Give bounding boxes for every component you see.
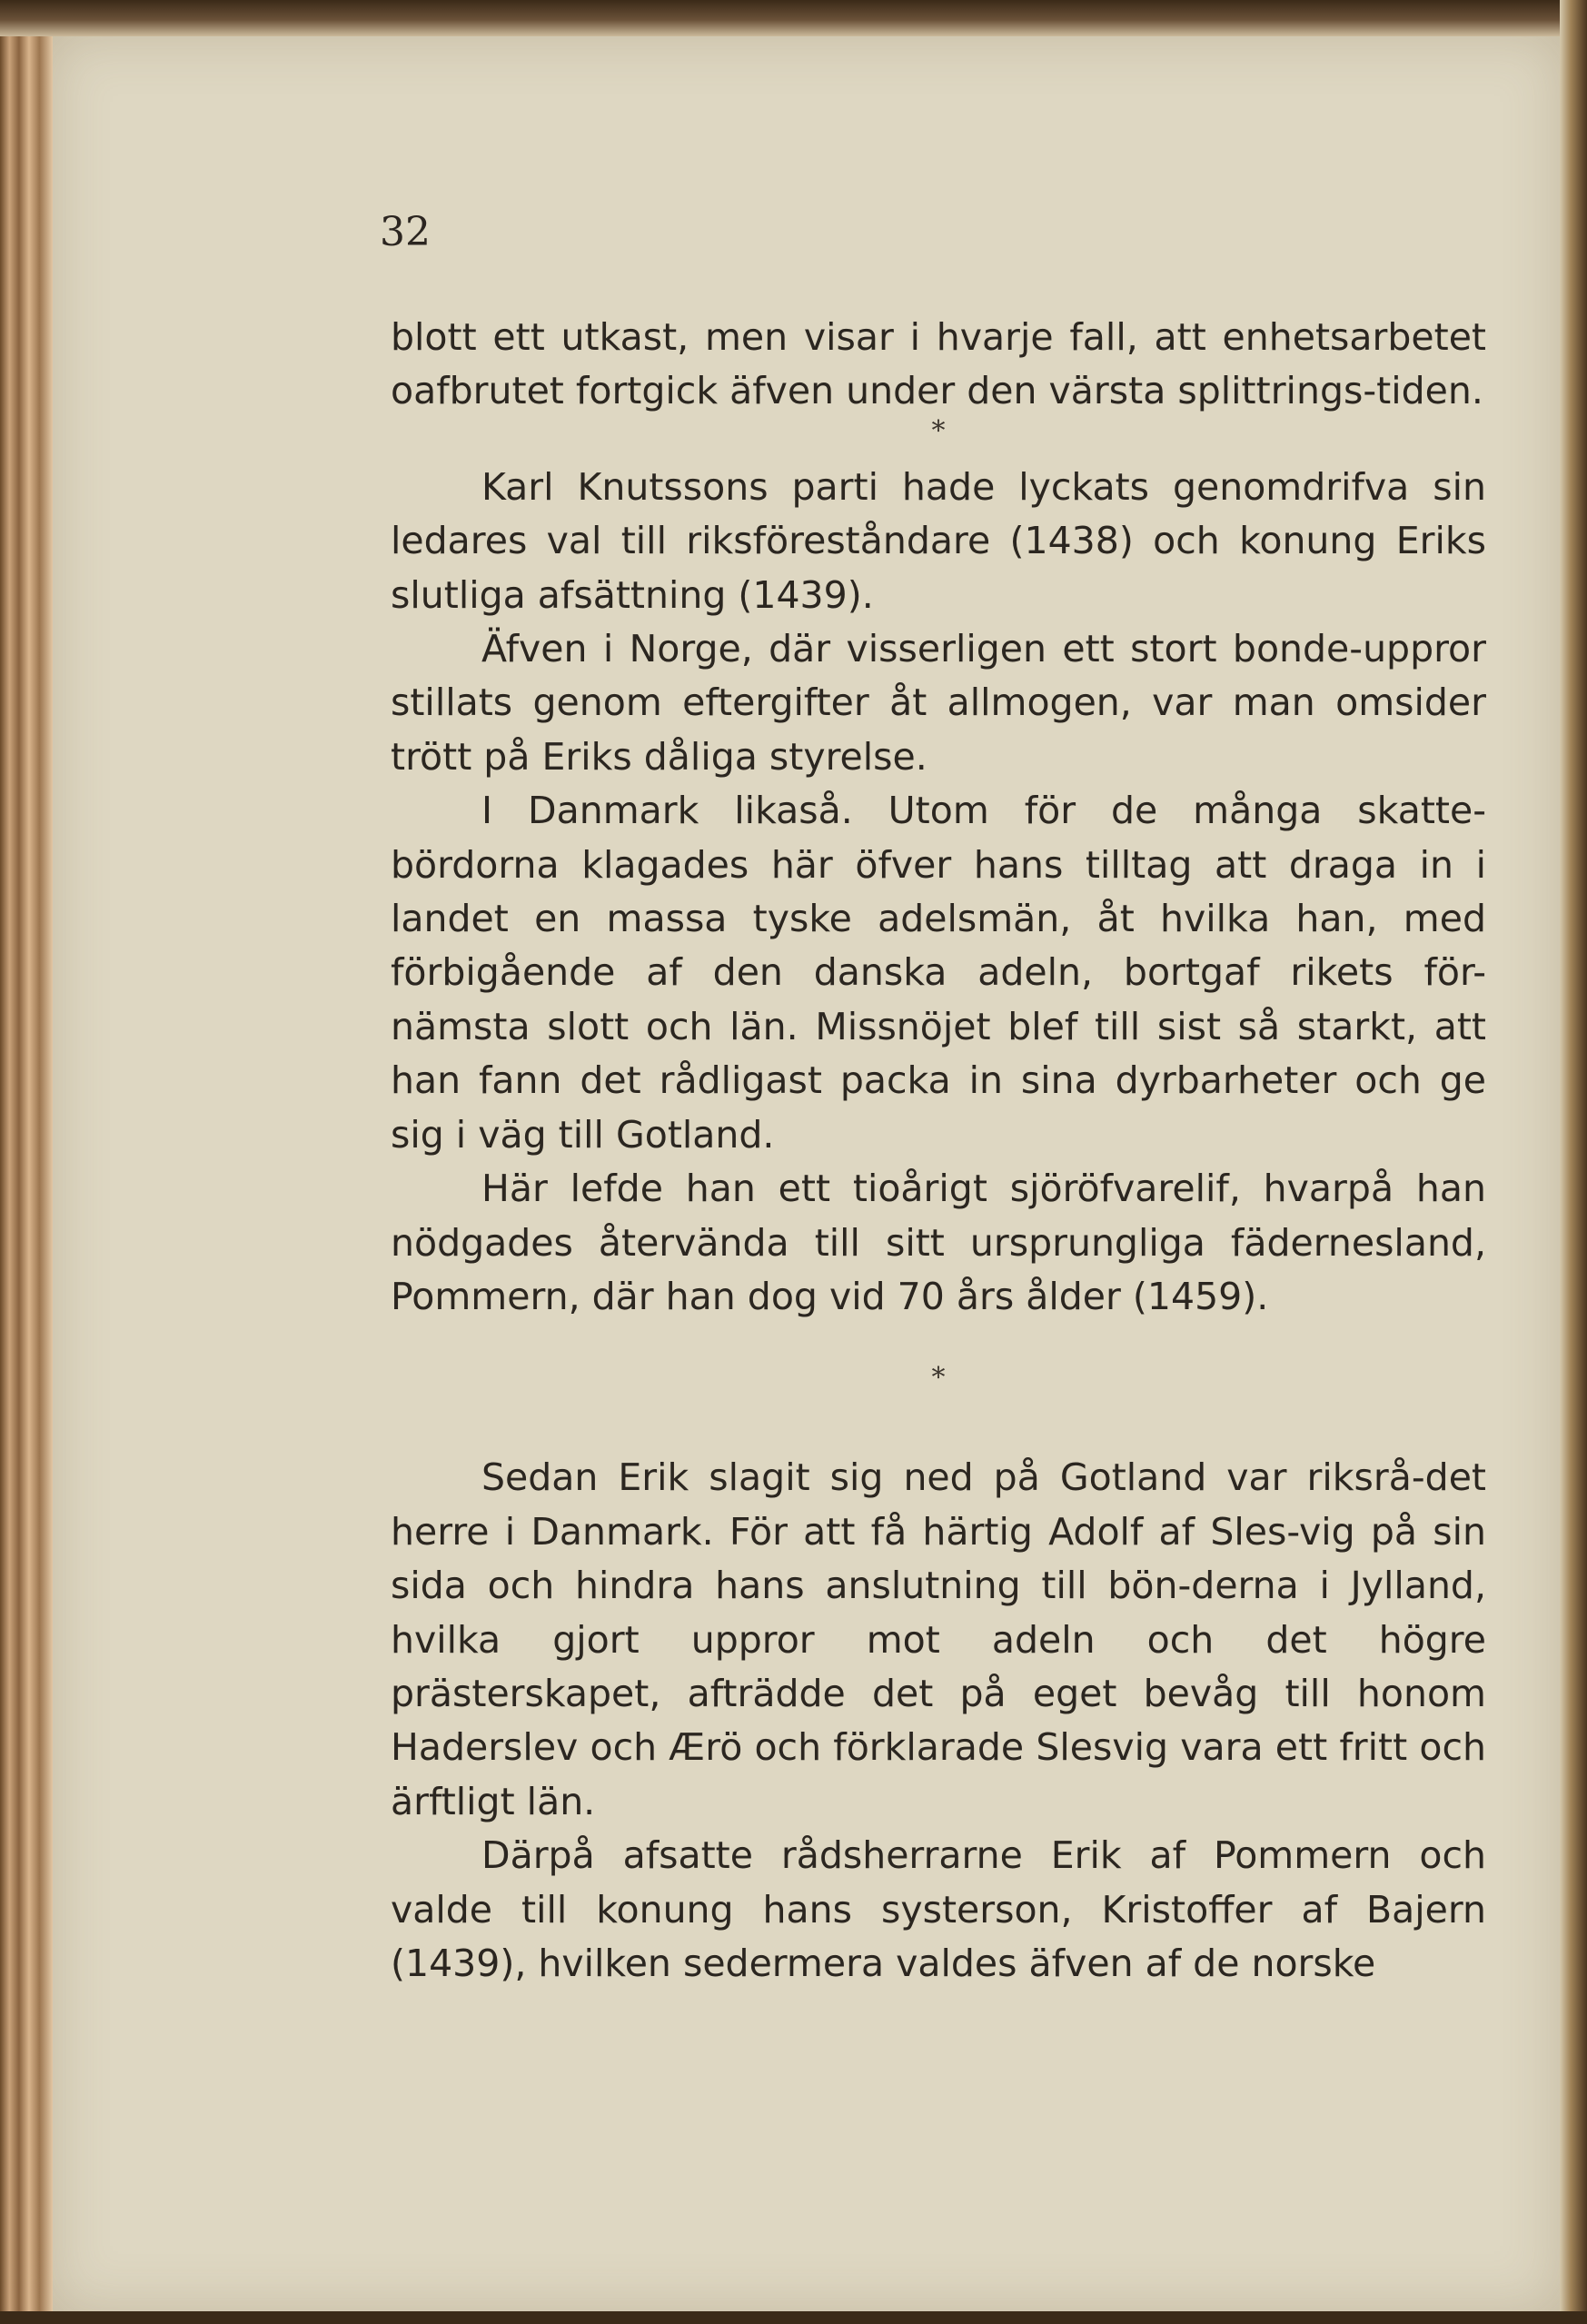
body-text	[391, 311, 1486, 1991]
page-right-edge	[1560, 0, 1587, 2324]
page-bottom-edge	[0, 2311, 1587, 2324]
section-separator-asterisk: *	[931, 414, 946, 447]
paragraph: Karl Knutssons parti hade lyckats genomdrifva sin ledares val till riksföreståndare (1438) och konung Eriks slutliga afsättning (1439).	[391, 464, 1486, 617]
paper-sheet	[53, 36, 1560, 2311]
paragraph: Sedan Erik slagit sig ned på Gotland var riksrå-det herre i Danmark. För att få härtig Adolf af Sles-vig på sin sida och hindra hans anslutning till bön-derna i Jylland, hvilka gjort uppror mot adeln och det högre prästerskapet, afträdde det på eget bevåg till honom Haderslev och Ærö och förklarade Slesvig vara ett fritt och ärftligt län.	[391, 1455, 1486, 1823]
page-number: 32	[380, 209, 431, 255]
paragraph: I Danmark likaså. Utom för de många skatte-bördorna klagades här öfver hans tilltag att draga in i landet en massa tyske adelsmän, åt hvilka han, med förbigående af den danska adeln, bortgaf rikets för-nämsta slott och län. Missnöjet blef till sist så starkt, att han fann det rådligast packa in sina dyrbarheter och ge sig i väg till Gotland.	[391, 789, 1486, 1157]
paragraph: Därpå afsatte rådsherrarne Erik af Pommern och valde till konung hans systerson, Kristoffer af Bajern (1439), hvilken sedermera valdes äfven af de norske	[391, 1833, 1486, 1985]
page-top-edge	[0, 0, 1587, 36]
paragraph: Här lefde han ett tioårigt sjöröfvarelif, hvarpå han nödgades återvända till sitt ursprungliga fädernesland, Pommern, där han dog vid 70 års ålder (1459).	[391, 1167, 1486, 1318]
paragraph: blott ett utkast, men visar i hvarje fall, att enhetsarbetet oafbrutet fortgick äfven under den värsta splittrings-tiden.	[391, 315, 1486, 413]
section-separator-asterisk: *	[931, 1362, 946, 1395]
book-spine-edge	[0, 0, 53, 2324]
paragraph: Äfven i Norge, där visserligen ett stort bonde-uppror stillats genom eftergifter åt allmogen, var man omsider trött på Eriks dåliga styrelse.	[391, 627, 1486, 779]
